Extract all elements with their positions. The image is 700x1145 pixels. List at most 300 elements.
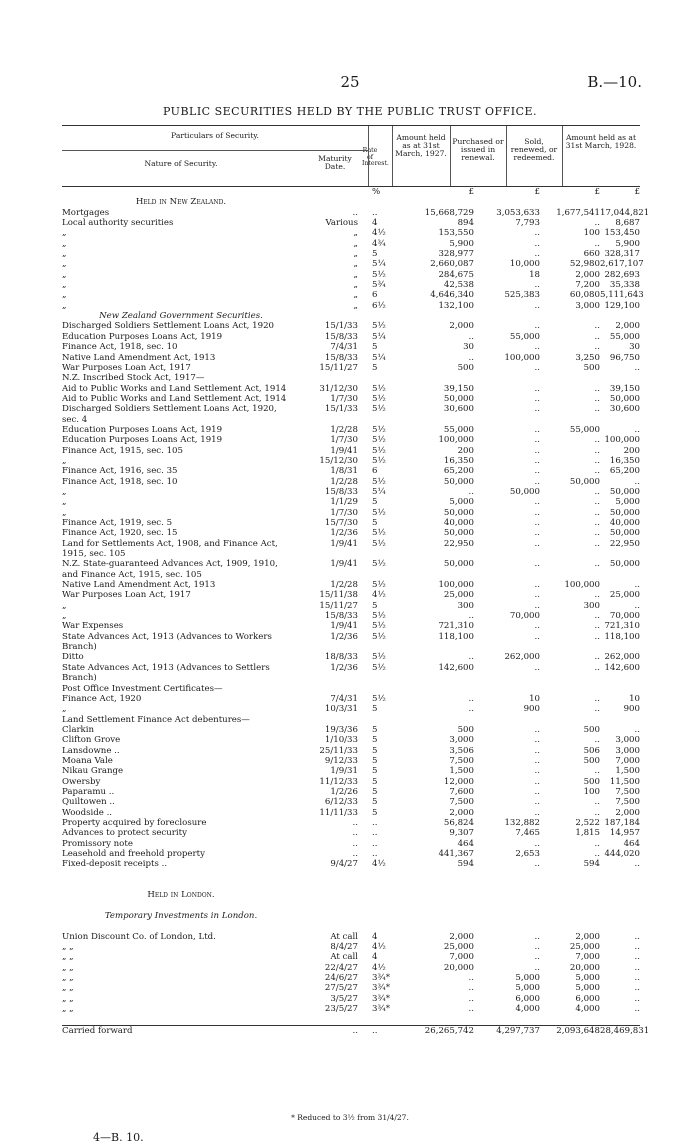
amount-1927: .. (468, 704, 474, 715)
purchased-amount: .. (534, 362, 540, 373)
sold-amount: 500 (583, 776, 600, 787)
security-name: „ (62, 300, 67, 311)
interest-rate: 5¾ (372, 280, 386, 291)
sold-amount: .. (594, 404, 600, 415)
table-row (62, 849, 640, 859)
security-name: New Zealand Government Securities. (99, 311, 263, 322)
amount-1928: .. (634, 983, 640, 994)
sold-amount: 1,815 (575, 828, 600, 839)
security-name: Promissory note (62, 838, 133, 849)
table-row (62, 787, 640, 797)
sold-amount: 100 (583, 786, 600, 797)
maturity-date: 22/4/27 (324, 962, 358, 973)
table-row (62, 353, 640, 363)
table-row (62, 373, 640, 383)
amount-1927: 100,000 (438, 580, 474, 591)
amount-1927: 9,307 (449, 828, 474, 839)
amount-1928: 200 (623, 445, 640, 456)
sold-amount: 55,000 (569, 424, 600, 435)
security-name: State Advances Act, 1913 (Advances to Settlers (62, 662, 270, 673)
table-row (62, 1004, 640, 1014)
security-name: 1915, sec. 105 (62, 549, 126, 560)
table-row (62, 404, 640, 414)
sold-amount: .. (594, 518, 600, 528)
amount-1927: 3,506 (449, 745, 474, 756)
amount-1927: .. (468, 983, 474, 994)
interest-rate: 5 (372, 600, 378, 611)
amount-1928: .. (634, 476, 640, 487)
security-name: „ (62, 704, 67, 715)
sold-amount: .. (594, 652, 600, 663)
table-row (62, 466, 640, 476)
amount-1928: .. (634, 362, 640, 373)
interest-rate: 5½ (372, 435, 386, 446)
purchased-amount: 7,793 (515, 218, 540, 229)
interest-rate: 5½ (372, 559, 386, 570)
purchased-amount: .. (534, 300, 540, 311)
interest-rate: 6½ (372, 300, 386, 311)
header-rate: Rate of Interest. (362, 147, 389, 168)
security-name: Finance Act, 1918, sec. 10 (62, 476, 178, 487)
amount-1927: 2,660,087 (430, 259, 474, 270)
table-row (62, 559, 640, 569)
amount-1928: 50,000 (609, 486, 640, 497)
amount-1927: 500 (457, 724, 474, 735)
purchased-amount: .. (534, 476, 540, 487)
security-name: N.Z. State-guaranteed Advances Act, 1909, 1910, (62, 559, 278, 570)
amount-1928: 50,000 (609, 528, 640, 539)
amount-1927: 7,500 (449, 755, 474, 766)
amount-1927: 65,200 (443, 466, 474, 477)
sold-amount: .. (594, 393, 600, 404)
amount-1928: 444,020 (604, 849, 640, 859)
interest-rate: .. (372, 838, 378, 849)
maturity-date: 10/3/31 (324, 704, 358, 715)
security-name: Branch) (62, 642, 97, 653)
maturity-date: 15/7/30 (324, 518, 358, 528)
table-row (62, 446, 640, 456)
security-name: „ (62, 611, 67, 622)
amount-1928: .. (634, 931, 640, 942)
security-name: Temporary Investments in London. (104, 911, 258, 922)
amount-1927: 153,550 (438, 228, 474, 239)
table-row (62, 1025, 650, 1036)
security-name: Land for Settlements Act, 1908, and Finance Act, (62, 538, 278, 549)
amount-1928: 96,750 (609, 352, 640, 363)
interest-rate: 5½ (372, 383, 386, 394)
amount-1927: 1,500 (449, 766, 474, 777)
maturity-date: 6/12/33 (324, 797, 358, 808)
purchased-amount: .. (534, 766, 540, 777)
purchased-amount: .. (534, 435, 540, 446)
purchased-amount: 4,000 (515, 1004, 540, 1015)
purchased-amount: .. (534, 559, 540, 570)
interest-rate: 5¼ (372, 352, 386, 363)
interest-rate: 5 (372, 249, 378, 260)
sold-amount: 2,093,648 (556, 1025, 600, 1036)
purchased-amount: 5,000 (515, 973, 540, 984)
interest-rate: 5½ (372, 693, 386, 704)
purchased-amount: 525,383 (504, 290, 540, 301)
amount-1927: 50,000 (443, 507, 474, 518)
amount-1927: .. (468, 693, 474, 704)
maturity-date: 1/2/28 (330, 476, 358, 487)
interest-rate: 5 (372, 755, 378, 766)
maturity-date: 1/9/31 (330, 766, 358, 777)
maturity-date: 1/7/30 (330, 507, 358, 518)
sold-amount: .. (594, 797, 600, 808)
security-name: „ (62, 290, 67, 301)
interest-rate: 5¼ (372, 331, 386, 342)
amount-1928: 50,000 (609, 507, 640, 518)
security-name: „ „ (62, 973, 74, 984)
table-row (62, 528, 640, 538)
sold-amount: 100 (583, 228, 600, 239)
table-row (62, 663, 640, 673)
amount-1928: 1,500 (615, 766, 640, 777)
purchased-amount: .. (534, 621, 540, 632)
amount-1927: 12,000 (443, 776, 474, 787)
security-name: sec. 4 (62, 414, 88, 425)
interest-rate: 5 (372, 807, 378, 818)
amount-1928: 129,100 (604, 300, 640, 311)
table-row (62, 828, 640, 838)
purchased-amount: .. (534, 745, 540, 756)
maturity-date: „ (353, 290, 358, 301)
section-heading (62, 911, 640, 921)
maturity-date: .. (352, 817, 358, 828)
table-row (62, 518, 640, 528)
maturity-date: 15/8/33 (324, 352, 358, 363)
interest-rate: .. (372, 828, 378, 839)
sold-amount: 1,677,541 (556, 207, 600, 218)
interest-rate: 5 (372, 497, 378, 508)
purchased-amount: 70,000 (509, 611, 540, 622)
amount-1927: 3,000 (449, 735, 474, 746)
sold-amount: .. (594, 611, 600, 622)
purchased-amount: .. (534, 342, 540, 353)
table-row (62, 859, 640, 869)
amount-1928: 464 (623, 838, 640, 849)
table-row (62, 797, 640, 807)
purchased-amount: 262,000 (504, 652, 540, 663)
amount-1927: 464 (457, 838, 474, 849)
table-row (62, 932, 640, 942)
sold-amount: £ (594, 187, 600, 197)
purchased-amount: .. (534, 776, 540, 787)
amount-1927: 5,000 (449, 497, 474, 508)
table-header (62, 125, 640, 187)
interest-rate: 5 (372, 704, 378, 715)
amount-1927: 200 (457, 445, 474, 456)
amount-1928: 17,044,821 (600, 207, 650, 218)
table-row (62, 207, 650, 218)
interest-rate: 4½ (372, 228, 386, 239)
sold-amount: .. (594, 662, 600, 673)
purchased-amount: .. (534, 859, 540, 870)
security-name: Held in New Zealand. (135, 197, 227, 208)
interest-rate: 5½ (372, 455, 386, 466)
maturity-date: 1/2/26 (330, 786, 358, 797)
document-reference: B.—10. (587, 73, 642, 91)
security-name: „ (62, 238, 67, 249)
amount-1928: 50,000 (609, 559, 640, 570)
amount-1927: 7,600 (449, 786, 474, 797)
sold-amount: 2,000 (575, 931, 600, 942)
sold-amount: .. (594, 838, 600, 849)
sold-amount: 50,000 (569, 476, 600, 487)
purchased-amount: .. (534, 724, 540, 735)
maturity-date: „ (353, 238, 358, 249)
interest-rate: 5 (372, 342, 378, 353)
table-row (62, 870, 640, 880)
amount-1928: 118,100 (604, 631, 640, 642)
security-name: Woodside .. (62, 807, 113, 818)
sold-amount: .. (594, 383, 600, 394)
table-row (62, 642, 640, 652)
security-name: „ (62, 600, 67, 611)
amount-1927: 50,000 (443, 476, 474, 487)
maturity-date: 31/12/30 (319, 383, 358, 394)
security-name: „ „ (62, 942, 74, 953)
amount-1928: .. (634, 580, 640, 591)
security-name: Education Purposes Loans Act, 1919 (62, 435, 223, 446)
purchased-amount: .. (534, 931, 540, 942)
table-row (62, 487, 640, 497)
amount-1927: 20,000 (443, 962, 474, 973)
sold-amount: 100,000 (564, 580, 600, 591)
maturity-date: .. (352, 207, 358, 218)
amount-1928: 100,000 (604, 435, 640, 446)
amount-1928: 7,500 (615, 797, 640, 808)
amount-1927: .. (468, 331, 474, 342)
amount-1927: 4,646,340 (430, 290, 474, 301)
security-name: N.Z. Inscribed Stock Act, 1917— (62, 373, 205, 384)
purchased-amount: 3,053,633 (496, 207, 540, 218)
purchased-amount: .. (534, 228, 540, 239)
amount-1928: 50,000 (609, 393, 640, 404)
amount-1928: 11,500 (609, 776, 640, 787)
amount-1927: 50,000 (443, 393, 474, 404)
security-name: „ (62, 228, 67, 239)
amount-1928: 328,317 (604, 249, 640, 260)
amount-1927: 50,000 (443, 559, 474, 570)
interest-rate: 4 (372, 218, 378, 229)
interest-rate: 5½ (372, 445, 386, 456)
sold-amount: .. (594, 486, 600, 497)
purchased-amount: .. (534, 807, 540, 818)
table-row (62, 973, 640, 983)
maturity-date: Various (325, 218, 358, 229)
purchased-amount: 2,653 (515, 849, 540, 859)
maturity-date: 15/1/33 (324, 404, 358, 415)
purchased-amount: .. (534, 580, 540, 591)
purchased-amount: .. (534, 404, 540, 415)
purchased-amount: 18 (529, 269, 540, 280)
maturity-date: At call (330, 952, 358, 963)
maturity-date: 1/9/41 (330, 445, 358, 456)
interest-rate: 4½ (372, 859, 386, 870)
interest-rate: 5½ (372, 528, 386, 539)
table-row (62, 777, 640, 787)
amount-1927: 2,000 (449, 807, 474, 818)
amount-1928: 25,000 (609, 590, 640, 601)
maturity-date: 15/12/30 (319, 455, 358, 466)
table-row (62, 725, 640, 735)
sold-amount: .. (594, 321, 600, 332)
section-heading (62, 311, 640, 321)
maturity-date: „ (353, 228, 358, 239)
maturity-date: 1/9/41 (330, 559, 358, 570)
maturity-date: „ (353, 259, 358, 270)
sold-amount: .. (594, 590, 600, 601)
sold-amount: 25,000 (569, 942, 600, 953)
interest-rate: .. (372, 207, 378, 218)
security-name: Education Purposes Loans Act, 1919 (62, 331, 223, 342)
amount-1928: 39,150 (609, 383, 640, 394)
amount-1927: 7,000 (449, 952, 474, 963)
interest-rate: 5½ (372, 507, 386, 518)
security-name: Lansdowne .. (62, 745, 120, 756)
amount-1927: 56,824 (443, 817, 474, 828)
interest-rate: 5½ (372, 476, 386, 487)
security-name: Union Discount Co. of London, Ltd. (62, 931, 216, 942)
purchased-amount: .. (534, 942, 540, 953)
interest-rate: 5½ (372, 611, 386, 622)
maturity-date: 27/5/27 (324, 983, 358, 994)
security-name: „ „ (62, 1004, 74, 1015)
table-row (62, 952, 640, 962)
maturity-date: 15/8/33 (324, 486, 358, 497)
maturity-date: 25/11/33 (319, 745, 358, 756)
amount-1927: £ (468, 187, 474, 197)
purchased-amount: £ (534, 187, 540, 197)
amount-1927: 15,668,729 (424, 207, 474, 218)
amount-1928: 30 (629, 342, 640, 353)
maturity-date: 15/11/27 (319, 600, 358, 611)
sold-amount: 500 (583, 755, 600, 766)
security-name: Mortgages (62, 207, 110, 218)
table-row (62, 839, 640, 849)
table-row (62, 715, 640, 725)
interest-rate: 5 (372, 786, 378, 797)
interest-rate: .. (372, 849, 378, 859)
sold-amount: 3,250 (575, 352, 600, 363)
security-name: Finance Act, 1919, sec. 5 (62, 518, 173, 528)
table-row (62, 611, 640, 621)
amount-1928: 262,000 (604, 652, 640, 663)
table-row (62, 239, 640, 249)
interest-rate: % (372, 187, 381, 197)
table-row (62, 942, 640, 952)
maturity-date: 7/4/31 (330, 342, 358, 353)
sold-amount: .. (594, 807, 600, 818)
purchased-amount: .. (534, 280, 540, 291)
table-row (62, 746, 640, 756)
amount-1928: .. (634, 859, 640, 870)
interest-rate: 5½ (372, 580, 386, 591)
security-name: Leasehold and freehold property (62, 849, 205, 859)
interest-rate: 5 (372, 735, 378, 746)
security-name: Aid to Public Works and Land Settlement Act, 1914 (62, 383, 287, 394)
maturity-date: 1/7/30 (330, 435, 358, 446)
purchased-amount: 6,000 (515, 993, 540, 1004)
sold-amount: .. (594, 631, 600, 642)
purchased-amount: .. (534, 238, 540, 249)
maturity-date: „ (353, 269, 358, 280)
table-row (62, 228, 640, 238)
amount-1928: 14,957 (609, 828, 640, 839)
section-heading (62, 890, 640, 900)
table-row (62, 963, 640, 973)
purchased-amount: 132,882 (504, 817, 540, 828)
interest-rate: 5 (372, 766, 378, 777)
amount-1927: 40,000 (443, 518, 474, 528)
sold-amount: 300 (583, 600, 600, 611)
sold-amount: 7,000 (575, 952, 600, 963)
security-name: „ (62, 497, 67, 508)
sold-amount: 2,000 (575, 269, 600, 280)
table-row (62, 766, 640, 776)
amount-1927: .. (468, 993, 474, 1004)
sold-amount: .. (594, 435, 600, 446)
security-name: Education Purposes Loans Act, 1919 (62, 424, 223, 435)
sold-amount: .. (594, 704, 600, 715)
amount-1927: 25,000 (443, 942, 474, 953)
sold-amount: .. (594, 445, 600, 456)
amount-1928: 721,310 (604, 621, 640, 632)
table-row (62, 808, 640, 818)
table-row (62, 249, 640, 259)
amount-1927: 22,950 (443, 538, 474, 549)
purchased-amount: .. (534, 631, 540, 642)
amount-1927: 142,600 (438, 662, 474, 673)
interest-rate: 4¾ (372, 238, 386, 249)
amount-1928: .. (634, 962, 640, 973)
security-name: „ (62, 259, 67, 270)
maturity-date: 15/11/27 (319, 362, 358, 373)
interest-rate: 5 (372, 362, 378, 373)
amount-1928: 2,617,107 (600, 259, 644, 270)
sold-amount: .. (594, 621, 600, 632)
interest-rate: 5½ (372, 631, 386, 642)
amount-1928: 10 (629, 693, 640, 704)
page-number: 25 (340, 73, 360, 91)
sold-amount: .. (594, 735, 600, 746)
interest-rate: 4½ (372, 942, 386, 953)
table-row (62, 735, 640, 745)
interest-rate: 4½ (372, 590, 386, 601)
maturity-date: .. (352, 1025, 358, 1036)
interest-rate: 3¾* (372, 1004, 391, 1015)
security-name: Held in London. (147, 890, 215, 901)
amount-1927: 39,150 (443, 383, 474, 394)
purchased-amount: .. (534, 518, 540, 528)
table-row (62, 342, 640, 352)
maturity-date: 15/8/33 (324, 611, 358, 622)
table-row (62, 673, 640, 683)
amount-1927: 2,000 (449, 931, 474, 942)
sold-amount: 506 (583, 745, 600, 756)
table-row (62, 425, 640, 435)
amount-1928: £ (634, 187, 640, 197)
interest-rate: 5½ (372, 321, 386, 332)
table-row (62, 301, 640, 311)
table-row (62, 818, 640, 828)
security-name: „ „ (62, 952, 74, 963)
maturity-date: 1/9/41 (330, 621, 358, 632)
sold-amount: 660 (583, 249, 600, 260)
